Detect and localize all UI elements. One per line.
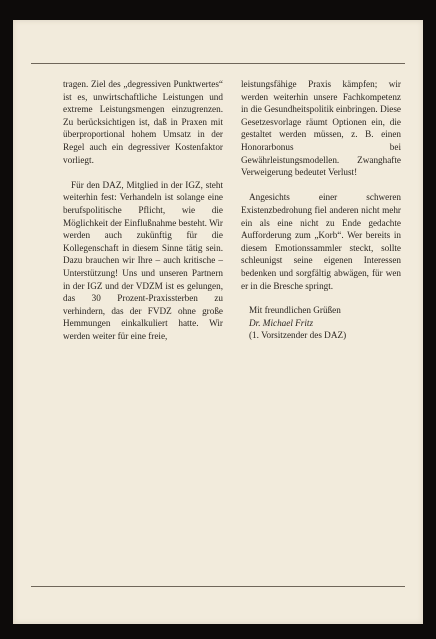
left-paragraph-1: tragen. Ziel des „degressiven Punktwertes“ ist es, unwirtschaftliche Leistungen und extreme Leistungsmengen einzugrenzen. Zu berücksichtigen ist, daß in Praxen mit überproportional hohem Umsatz in der Regel auch ein degressiver Kostenfaktor vorliegt. bbox=[63, 79, 223, 165]
left-column bbox=[63, 78, 223, 342]
bottom-rule bbox=[31, 586, 405, 587]
closing-text: Mit freundlichen Grüßen bbox=[249, 305, 341, 316]
left-paragraph-2: Für den DAZ, Mitglied in der IGZ, steht weiterhin fest: Verhandeln ist solange eine berufspolitische Pflicht, wie die Möglichkeit der Einflußnahme besteht. Wir werden auch zukünftig für die Kollegenschaft in diesem Sinne tätig sein. Dazu brauchen wir Ihre – auch kritische – Unterstützung! Uns und unseren Partnern in der IGZ und der VDZM ist es gelungen, das 30 Prozent-Praxissterben zu verhindern, das der FVDZ ohne große Hemmungen einkalkuliert hatte. Wir werden weiter für eine freie, bbox=[63, 179, 223, 341]
signer-name: Dr. Michael Fritz bbox=[249, 317, 314, 328]
right-paragraph-1: leistungsfähige Praxis kämpfen; wir werden weiterhin unsere Fachkompetenz in die Gesundheitspolitik einbringen. Diese Gesetzesvorlage räumt Optionen ein, die gestaltet werden müssen, z. B. einen Honorarbonus bei Gewährleistungsmodellen. Zwanghafte Verweigerung bedeutet Verlust! bbox=[241, 79, 401, 178]
signature-block bbox=[241, 304, 401, 342]
right-paragraph-2: Angesichts einer schweren Existenzbedrohung fiel anderen nicht mehr ein als eine nicht zu Ende gedachte Aufforderung zum „Korb“. Wer bereits in diesem Emotionssammler steckt, sollte schleunigst seine eigenen Interessen bedenken und sorgfältig abwägen, für wen er in die Bresche springt. bbox=[241, 192, 401, 291]
top-rule bbox=[31, 63, 405, 64]
right-column bbox=[241, 78, 401, 342]
signer-role: (1. Vorsitzender des DAZ) bbox=[249, 330, 347, 341]
document-page bbox=[13, 20, 423, 624]
